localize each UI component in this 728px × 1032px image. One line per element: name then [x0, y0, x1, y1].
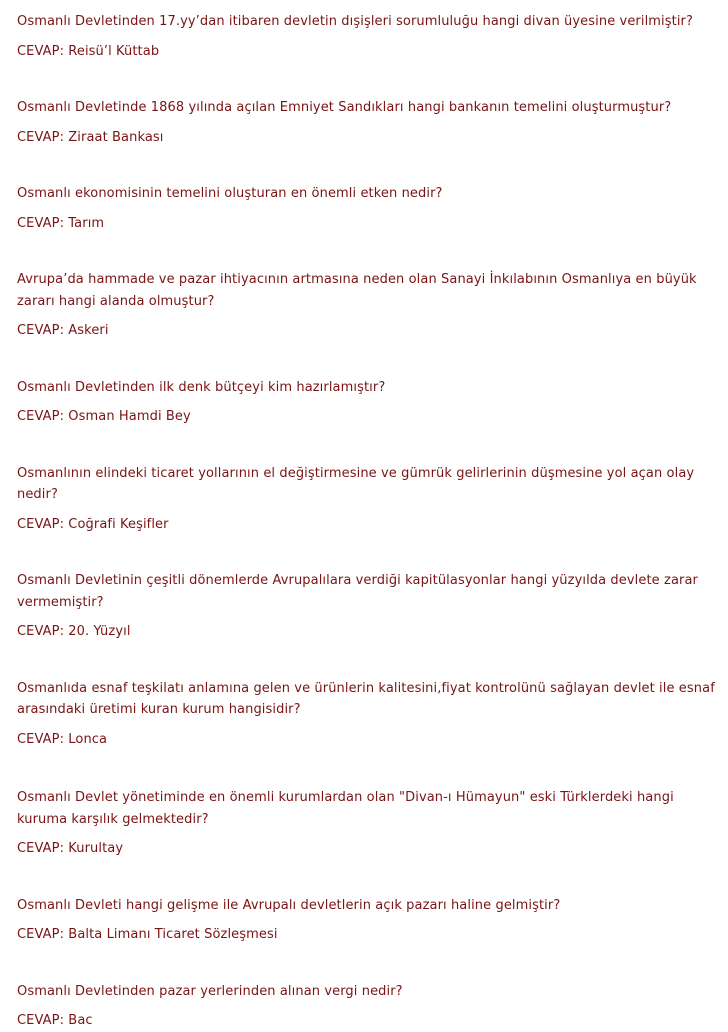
question-text: Osmanlı Devletinin çeşitli dönemlerde Avrupalılara verdiği kapitülasyonlar hangi yüzyılda devlete zarar vermemiştir?	[17, 573, 698, 610]
qa-item	[17, 678, 717, 751]
answer-text: CEVAP: Osman Hamdi Bey	[17, 409, 191, 424]
qa-item	[17, 11, 717, 62]
qa-item	[17, 183, 717, 234]
answer-text: CEVAP: Reisü’l Küttab	[17, 43, 160, 59]
qa-item	[17, 895, 717, 946]
qa-item	[17, 981, 717, 1032]
answer-text: CEVAP: Tarım	[17, 215, 105, 231]
answer-text: CEVAP: Askeri	[17, 323, 109, 338]
question-text: Osmanlı Devlet yönetiminde en önemli kurumlardan olan "Divan-ı Hümayun" eski Türklerdeki hangi kuruma karşılık gelmektedir?	[17, 790, 674, 827]
question-text: Osmanlı Devletinden pazar yerlerinden alınan vergi nedir?	[17, 983, 403, 999]
question-text: Osmanlı ekonomisinin temelini oluşturan en önemli etken nedir?	[17, 186, 443, 201]
question-text: Osmanlı Devleti hangi gelişme ile Avrupalı devletlerin açık pazarı haline gelmiştir?	[17, 897, 561, 913]
question-text: Osmanlı Devletinden 17.yy’dan itibaren devletin dışişleri sorumluluğu hangi divan üyesine verilmiştir?	[17, 14, 693, 29]
answer-text: CEVAP: Ziraat Bankası	[17, 129, 164, 145]
qa-item	[17, 377, 717, 428]
qa-item	[17, 463, 717, 536]
answer-text: CEVAP: 20. Yüzyıl	[17, 624, 131, 639]
qa-item	[17, 787, 717, 860]
answer-text: CEVAP: Bac	[17, 1013, 93, 1028]
answer-text: CEVAP: Lonca	[17, 731, 108, 747]
answer-text: CEVAP: Kurultay	[17, 841, 124, 856]
qa-document	[17, 11, 717, 1032]
question-text: Osmanlı Devletinden ilk denk bütçeyi kim hazırlamıştır?	[17, 379, 386, 395]
question-text: Osmanlının elindeki ticaret yollarının el değiştirmesine ve gümrük gelirlerinin düşmesine yol açan olay nedir?	[17, 465, 695, 502]
qa-item	[17, 97, 717, 148]
question-text: Avrupa’da hammade ve pazar ihtiyacının artmasına neden olan Sanayi İnkılabının Osmanlıya en büyük zararı hangi alanda olmuştur?	[17, 272, 697, 309]
answer-text: CEVAP: Balta Limanı Ticaret Sözleşmesi	[17, 927, 278, 942]
question-text: Osmanlı Devletinde 1868 yılında açılan Emniyet Sandıkları hangi bankanın temelini oluşturmuştur?	[17, 100, 672, 115]
answer-text: CEVAP: Coğrafi Keşifler	[17, 516, 169, 532]
qa-item	[17, 570, 717, 643]
question-text: Osmanlıda esnaf teşkilatı anlamına gelen ve ürünlerin kalitesini,fiyat kontrolünü sağlayan devlet ile esnaf arasındaki üretimi kuran kurum hangisidir?	[17, 680, 715, 717]
qa-item	[17, 269, 717, 342]
